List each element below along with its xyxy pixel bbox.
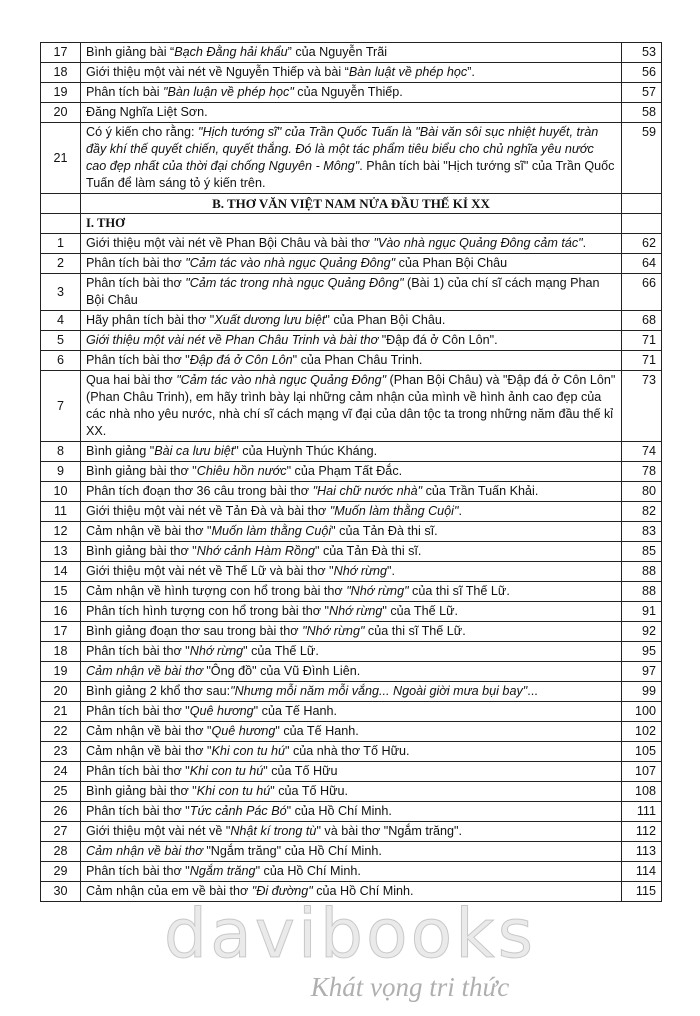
entry-number: 14: [41, 562, 81, 582]
entry-number: 16: [41, 602, 81, 622]
entry-page: 85: [622, 542, 662, 562]
entry-number: 8: [41, 442, 81, 462]
entry-title: [81, 842, 622, 862]
entry-title-text: " của Hồ Chí Minh.: [255, 864, 361, 878]
entry-title-text: ...: [527, 684, 538, 698]
toc-row: [41, 462, 662, 482]
toc-row: [41, 782, 662, 802]
entry-title: [81, 274, 622, 311]
entry-title-text: của Trần Tuấn Khải.: [422, 484, 539, 498]
watermark-brand: davibooks: [163, 895, 537, 974]
entry-title-quote: "Hịch tướng sĩ" của Trần Quốc Tuấn là "Bài văn sôi sục nhiệt huyết, tràn đầy khí thế quyết chiến, quyết thắng. Đó là một tác phẩm tiêu biểu cho chủ nghĩa yêu nước cao đẹp nhất của thời đại chống Nguyên - Mông": [86, 125, 599, 173]
entry-title: [81, 522, 622, 542]
entry-title-quote: Muốn làm thằng Cuội: [211, 524, 332, 538]
entry-page: 62: [622, 234, 662, 254]
entry-title-text: . Phân tích bài "Hịch tướng sĩ" của Trần Quốc Tuấn để làm sáng tỏ ý kiến trên.: [86, 159, 615, 190]
entry-title-text: Phân tích bài thơ ": [86, 704, 190, 718]
entry-page: 73: [622, 371, 662, 442]
entry-number: 15: [41, 582, 81, 602]
toc-group-a: [41, 43, 662, 194]
section-heading: B. THƠ VĂN VIỆT NAM NỬA ĐẦU THẾ KỈ XX: [81, 194, 622, 214]
entry-title-text: ”.: [467, 65, 475, 79]
toc-row: [41, 83, 662, 103]
entry-title-quote: Tức cảnh Pác Bó: [189, 804, 287, 818]
entry-title-text: "Ông đồ" của Vũ Đình Liên.: [202, 664, 361, 678]
entry-page: 59: [622, 123, 662, 194]
entry-number: 5: [41, 331, 81, 351]
entry-title-text: (Bài 1) của chí sĩ cách mạng Phan Bội Châu: [86, 276, 600, 307]
entry-page: 80: [622, 482, 662, 502]
entry-page: 92: [622, 622, 662, 642]
toc-row: [41, 351, 662, 371]
entry-page: 64: [622, 254, 662, 274]
entry-title-text: ".: [387, 564, 395, 578]
entry-title-text: " của Thế Lữ.: [243, 644, 319, 658]
entry-title-text: " của Tản Đà thi sĩ.: [331, 524, 438, 538]
toc-row: [41, 702, 662, 722]
entry-title-quote: Cảm nhận về bài thơ: [86, 664, 203, 678]
entry-page: 88: [622, 562, 662, 582]
entry-number: 3: [41, 274, 81, 311]
entry-title-text: " của nhà thơ Tố Hữu.: [284, 744, 410, 758]
entry-page: 68: [622, 311, 662, 331]
entry-page: 108: [622, 782, 662, 802]
entry-title-quote: "Bàn luận về phép học": [163, 85, 294, 99]
entry-title: [81, 722, 622, 742]
toc-row: [41, 254, 662, 274]
entry-title-text: " của Tố Hữu: [263, 764, 338, 778]
entry-title-text: Giới thiệu một vài nét về ": [86, 824, 231, 838]
entry-page: 71: [622, 331, 662, 351]
toc-row: [41, 43, 662, 63]
toc-row: [41, 602, 662, 622]
toc-row: [41, 331, 662, 351]
entry-title: [81, 642, 622, 662]
entry-page: 107: [622, 762, 662, 782]
entry-title: [81, 371, 622, 442]
entry-title-quote: Khi con tu hú: [189, 764, 264, 778]
entry-number: 17: [41, 622, 81, 642]
toc-row: [41, 311, 662, 331]
entry-number: 19: [41, 83, 81, 103]
toc-row: [41, 123, 662, 194]
entry-title-text: Giới thiệu một vài nét về Phan Bội Châu và bài thơ: [86, 236, 374, 250]
entry-title-text: Phân tích bài thơ: [86, 276, 186, 290]
entry-title-text: " của Phan Bội Châu.: [325, 313, 446, 327]
entry-title-quote: Bài ca lưu biệt: [154, 444, 235, 458]
entry-title-quote: Bàn luật về phép học: [348, 65, 468, 79]
entry-title-text: Cảm nhận của em về bài thơ: [86, 884, 252, 898]
entry-title-text: của Phan Bội Châu: [395, 256, 508, 270]
entry-number: 13: [41, 542, 81, 562]
entry-number: 27: [41, 822, 81, 842]
entry-title: [81, 83, 622, 103]
entry-title: [81, 482, 622, 502]
entry-title: [81, 762, 622, 782]
entry-title-quote: "Nhớ rừng": [346, 584, 409, 598]
toc-row: [41, 582, 662, 602]
entry-page: 102: [622, 722, 662, 742]
toc-row: [41, 103, 662, 123]
entry-page: 115: [622, 882, 662, 902]
entry-title-text: Bình giảng đoạn thơ sau trong bài thơ: [86, 624, 303, 638]
entry-title: [81, 351, 622, 371]
entry-title-text: Phân tích bài thơ ": [86, 864, 190, 878]
entry-number: 11: [41, 502, 81, 522]
entry-title-text: ” của Nguyễn Trãi: [287, 45, 388, 59]
entry-title-text: Bình giảng bài thơ ": [86, 784, 197, 798]
entry-title: [81, 234, 622, 254]
entry-title-quote: Giới thiệu một vài nét về Phan Châu Trinh và bài thơ: [86, 333, 379, 347]
entry-number: 20: [41, 103, 81, 123]
entry-page: 74: [622, 442, 662, 462]
toc-row: [41, 522, 662, 542]
entry-title-quote: Nhớ rừng: [328, 604, 383, 618]
entry-title-quote: Chiêu hồn nước: [196, 464, 287, 478]
toc-row: [41, 371, 662, 442]
toc-row: [41, 862, 662, 882]
entry-title: [81, 802, 622, 822]
section-heading-row: [41, 194, 662, 214]
entry-title-quote: "Cảm tác vào nhà ngục Quảng Đông": [185, 256, 396, 270]
watermark-slogan: Khát vọng tri thức: [310, 972, 510, 1002]
entry-number: 4: [41, 311, 81, 331]
table-of-contents: [40, 42, 662, 902]
entry-title-quote: Xuất dương lưu biệt: [214, 313, 326, 327]
entry-title-text: Đăng Nghĩa Liệt Sơn.: [86, 105, 208, 119]
entry-title-text: Phân tích bài thơ ": [86, 644, 190, 658]
entry-page: 95: [622, 642, 662, 662]
entry-number: 1: [41, 234, 81, 254]
entry-title: [81, 43, 622, 63]
entry-title-text: " của Tế Hanh.: [253, 704, 338, 718]
entry-number: 9: [41, 462, 81, 482]
entry-title-text: Phân tích bài thơ ": [86, 353, 190, 367]
entry-page: 78: [622, 462, 662, 482]
entry-title-text: của thi sĩ Thế Lữ.: [364, 624, 466, 638]
entry-title-quote: Khi con tu hú: [196, 784, 271, 798]
subsection-heading: I. THƠ: [81, 214, 622, 234]
entry-title-quote: Cảm nhận về bài thơ: [86, 844, 203, 858]
entry-title-quote: Nhớ rừng: [189, 644, 244, 658]
toc-row: [41, 722, 662, 742]
entry-title-text: Bình giảng bài “: [86, 45, 175, 59]
toc-row: [41, 822, 662, 842]
entry-title-quote: "Muốn làm thằng Cuội": [329, 504, 459, 518]
entry-title-quote: Nhớ rừng: [333, 564, 388, 578]
entry-title-text: " của Phạm Tất Đắc.: [286, 464, 403, 478]
entry-number: 21: [41, 123, 81, 194]
entry-title: [81, 782, 622, 802]
entry-title-text: .: [582, 236, 587, 250]
entry-title-text: (Phan Bội Châu) và "Đập đá ở Côn Lôn" (Phan Châu Trinh), em hãy trình bày lại những cảm nhận của mình về hình ảnh cao đẹp của các nhà nho yêu nước, nhà chí sĩ cách mạng vĩ đại của dân tộc ta trong những năm đầu thế kỉ XX.: [86, 373, 616, 438]
entry-number: 24: [41, 762, 81, 782]
entry-page: 111: [622, 802, 662, 822]
subsection-heading-row: [41, 214, 662, 234]
toc-row: [41, 63, 662, 83]
entry-title-text: Bình giảng bài thơ ": [86, 464, 197, 478]
toc-group-b: [41, 234, 662, 902]
entry-page: 58: [622, 103, 662, 123]
entry-title-text: Phân tích bài: [86, 85, 164, 99]
entry-title-text: Giới thiệu một vài nét về Nguyễn Thiếp và bài “: [86, 65, 349, 79]
entry-title: [81, 442, 622, 462]
entry-title: [81, 123, 622, 194]
entry-title-text: " của Tố Hữu.: [270, 784, 349, 798]
entry-title: [81, 462, 622, 482]
entry-title-text: Bình giảng ": [86, 444, 155, 458]
entry-title-text: " của Tản Đà thi sĩ.: [314, 544, 422, 558]
entry-page: 114: [622, 862, 662, 882]
entry-title-text: Phân tích bài thơ ": [86, 764, 190, 778]
entry-title-text: Bình giảng 2 khổ thơ sau:: [86, 684, 231, 698]
entry-number: 20: [41, 682, 81, 702]
toc-row: [41, 842, 662, 862]
entry-title-text: .: [458, 504, 462, 518]
entry-page: 88: [622, 582, 662, 602]
entry-title: [81, 103, 622, 123]
entry-page: 82: [622, 502, 662, 522]
entry-title-quote: Ngắm trăng: [189, 864, 256, 878]
entry-number: 21: [41, 702, 81, 722]
entry-title: [81, 742, 622, 762]
entry-number: 18: [41, 642, 81, 662]
entry-title-text: Bình giảng bài thơ ": [86, 544, 197, 558]
entry-title: [81, 582, 622, 602]
entry-title-quote: "Vào nhà ngục Quảng Đông cảm tác": [373, 236, 583, 250]
toc-section-b: [41, 194, 662, 234]
entry-title-quote: "Nhưng mỗi năm mỗi vắng... Ngoài giời mưa bụi bay": [230, 684, 528, 698]
entry-title-text: Phân tích đoạn thơ 36 câu trong bài thơ: [86, 484, 313, 498]
entry-title-text: "Đập đá ở Côn Lôn".: [378, 333, 498, 347]
entry-title-quote: Khi con tu hú: [211, 744, 285, 758]
entry-page: 105: [622, 742, 662, 762]
entry-page: 112: [622, 822, 662, 842]
entry-number: 26: [41, 802, 81, 822]
entry-title-text: Giới thiệu một vài nét về Thế Lữ và bài thơ ": [86, 564, 334, 578]
entry-number: 23: [41, 742, 81, 762]
entry-title-text: " của Tế Hanh.: [275, 724, 359, 738]
entry-title-text: " của Thế Lữ.: [382, 604, 459, 618]
entry-title: [81, 602, 622, 622]
toc-row: [41, 682, 662, 702]
toc-row: [41, 622, 662, 642]
entry-title-text: Cảm nhận về bài thơ ": [86, 744, 212, 758]
entry-page: 57: [622, 83, 662, 103]
entry-page: 100: [622, 702, 662, 722]
entry-page: 99: [622, 682, 662, 702]
entry-title: [81, 331, 622, 351]
entry-title: [81, 254, 622, 274]
entry-page: 97: [622, 662, 662, 682]
entry-title: [81, 662, 622, 682]
toc-row: [41, 802, 662, 822]
entry-number: 22: [41, 722, 81, 742]
entry-number: 17: [41, 43, 81, 63]
entry-title-text: Giới thiệu một vài nét về Tản Đà và bài thơ: [86, 504, 330, 518]
entry-page: 71: [622, 351, 662, 371]
toc-row: [41, 762, 662, 782]
toc-row: [41, 562, 662, 582]
entry-title-quote: "Cảm tác vào nhà ngục Quảng Đông": [176, 373, 387, 387]
entry-number: 19: [41, 662, 81, 682]
entry-title-text: Cảm nhận về hình tượng con hổ trong bài thơ: [86, 584, 347, 598]
entry-title: [81, 311, 622, 331]
toc-row: [41, 742, 662, 762]
entry-number: 6: [41, 351, 81, 371]
entry-title-quote: Bạch Đằng hải khẩu: [174, 45, 288, 59]
entry-title-text: " của Huỳnh Thúc Kháng.: [234, 444, 378, 458]
entry-title-text: Phân tích bài thơ ": [86, 804, 190, 818]
entry-title-text: Qua hai bài thơ: [86, 373, 177, 387]
entry-title-quote: "Đi đường": [251, 884, 313, 898]
entry-page: 66: [622, 274, 662, 311]
toc-row: [41, 502, 662, 522]
toc-row: [41, 542, 662, 562]
entry-title-text: Cảm nhận về bài thơ ": [86, 524, 212, 538]
entry-title: [81, 622, 622, 642]
entry-title-text: " và bài thơ "Ngắm trăng".: [316, 824, 463, 838]
entry-title-quote: "Cảm tác trong nhà ngục Quảng Đông": [185, 276, 404, 290]
entry-title-text: " của Phan Châu Trinh.: [292, 353, 423, 367]
entry-page: 53: [622, 43, 662, 63]
entry-title-text: của Nguyễn Thiếp.: [293, 85, 403, 99]
entry-title: [81, 63, 622, 83]
entry-title-text: Phân tích bài thơ: [86, 256, 186, 270]
entry-title-quote: Quê hương: [211, 724, 276, 738]
entry-title-quote: Quê hương: [189, 704, 254, 718]
entry-title-quote: Nhật kí trong tù: [230, 824, 317, 838]
entry-page: 113: [622, 842, 662, 862]
entry-number: 25: [41, 782, 81, 802]
entry-number: 18: [41, 63, 81, 83]
entry-title-text: Có ý kiến cho rằng:: [86, 125, 199, 139]
entry-title-text: "Ngắm trăng" của Hồ Chí Minh.: [202, 844, 382, 858]
toc-row: [41, 442, 662, 462]
entry-title: [81, 682, 622, 702]
entry-number: 7: [41, 371, 81, 442]
entry-title-text: Phân tích hình tượng con hổ trong bài thơ ": [86, 604, 329, 618]
entry-number: 28: [41, 842, 81, 862]
entry-title-text: Hãy phân tích bài thơ ": [86, 313, 215, 327]
entry-title: [81, 862, 622, 882]
entry-title-quote: "Hai chữ nước nhà": [312, 484, 423, 498]
toc-row: [41, 642, 662, 662]
entry-number: 10: [41, 482, 81, 502]
entry-title-quote: Nhớ cảnh Hàm Rồng: [196, 544, 315, 558]
entry-page: 83: [622, 522, 662, 542]
entry-title-text: của Hồ Chí Minh.: [312, 884, 414, 898]
entry-number: 12: [41, 522, 81, 542]
entry-title: [81, 542, 622, 562]
entry-title-text: " của Hồ Chí Minh.: [286, 804, 392, 818]
entry-title: [81, 702, 622, 722]
entry-title: [81, 822, 622, 842]
entry-title-quote: "Nhớ rừng": [302, 624, 365, 638]
entry-title: [81, 562, 622, 582]
entry-number: 2: [41, 254, 81, 274]
entry-page: 56: [622, 63, 662, 83]
entry-title-quote: Đập đá ở Côn Lôn: [189, 353, 293, 367]
entry-title: [81, 502, 622, 522]
entry-title-text: của thi sĩ Thế Lữ.: [408, 584, 510, 598]
entry-number: 30: [41, 882, 81, 902]
toc-row: [41, 274, 662, 311]
entry-number: 29: [41, 862, 81, 882]
toc-row: [41, 482, 662, 502]
entry-title-text: Cảm nhận về bài thơ ": [86, 724, 212, 738]
toc-row: [41, 234, 662, 254]
toc-row: [41, 662, 662, 682]
entry-page: 91: [622, 602, 662, 622]
